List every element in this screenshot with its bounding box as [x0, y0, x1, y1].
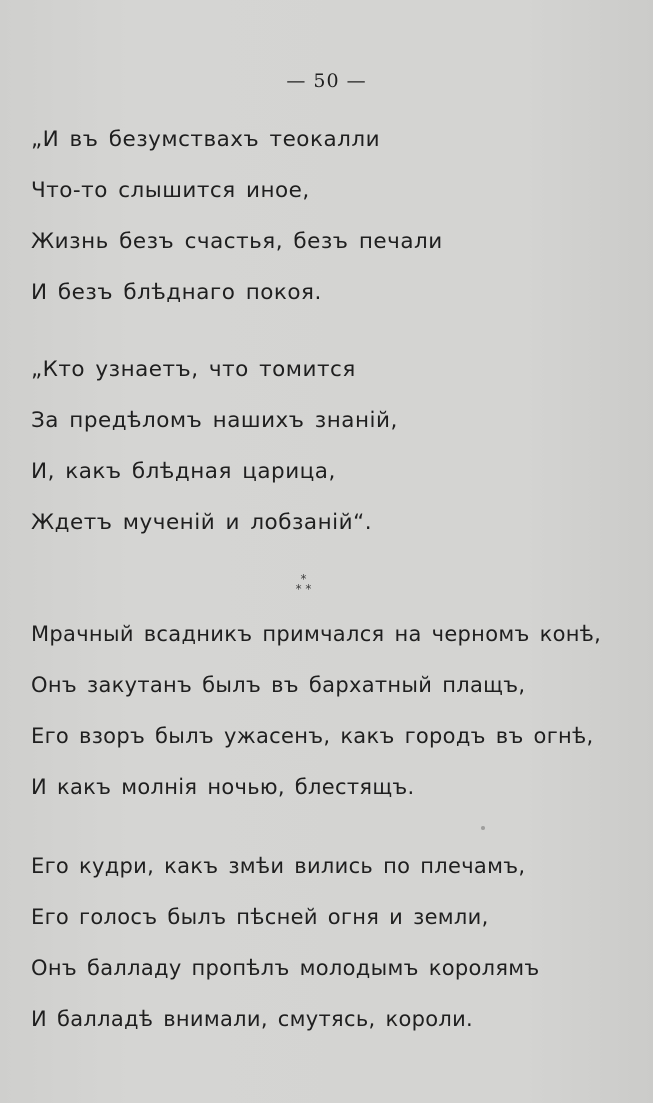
verse-line: И, какъ блѣдная царица, — [31, 459, 336, 484]
stanza-2 — [31, 344, 641, 548]
asterism-bottom: * * — [295, 582, 312, 596]
stanza-1 — [31, 114, 641, 318]
verse-line: За предѣломъ нашихъ знаній, — [31, 408, 398, 433]
verse-line: „И въ безумствахъ теокалли — [31, 127, 381, 152]
verse-line: Его кудри, какъ змѣи вились по плечамъ, — [31, 854, 526, 878]
verse-line: Ждетъ мученій и лобзаній“. — [31, 510, 373, 535]
verse-line: Онъ закутанъ былъ въ бархатный плащъ, — [31, 673, 526, 697]
verse-line: Онъ балладу пропѣлъ молодымъ королямъ — [31, 956, 540, 980]
verse-line: „Кто узнаетъ, что томится — [31, 357, 356, 382]
section-divider-asterism — [0, 574, 607, 594]
asterism-top: * — [300, 572, 307, 586]
page-number: — 50 — — [286, 70, 367, 92]
verse-line: Его голосъ былъ пѣсней огня и земли, — [31, 905, 489, 929]
verse-line: Мрачный всадникъ примчался на черномъ конѣ, — [31, 622, 602, 646]
verse-line: Жизнь безъ счастья, безъ печали — [31, 229, 443, 254]
verse-line: И какъ молнія ночью, блестящъ. — [31, 775, 415, 799]
stanza-3 — [31, 609, 641, 813]
paper-speck — [481, 826, 485, 830]
verse-line: Что-то слышится иное, — [31, 178, 310, 203]
verse-line: И безъ блѣднаго покоя. — [31, 280, 322, 305]
verse-line: И балладѣ внимали, смутясь, короли. — [31, 1007, 474, 1031]
verse-line: Его взоръ былъ ужасенъ, какъ городъ въ огнѣ, — [31, 724, 594, 748]
stanza-4 — [31, 841, 641, 1045]
